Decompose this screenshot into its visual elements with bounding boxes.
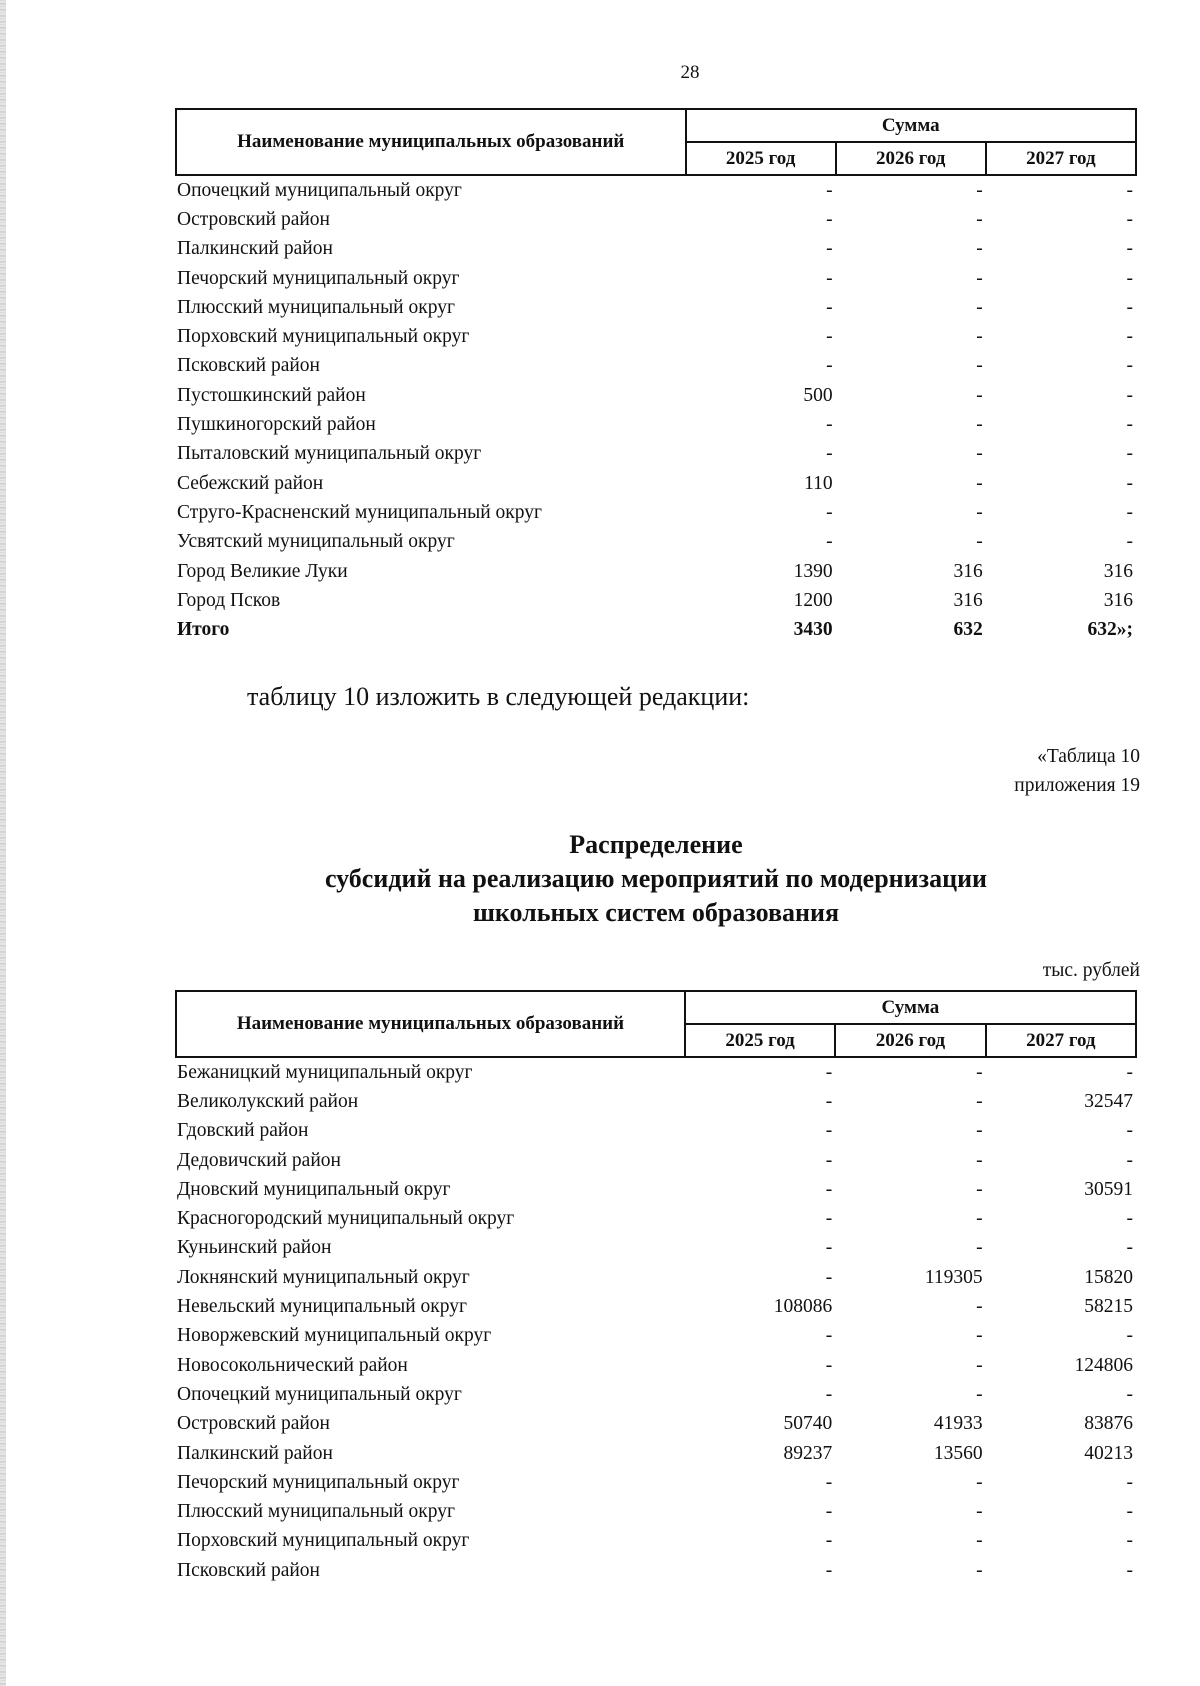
value-2027: 83876 <box>1084 1413 1133 1435</box>
value-2027: - <box>1126 238 1133 260</box>
municipality-name: Псковский район <box>177 355 320 377</box>
value-2027: - <box>1126 384 1133 406</box>
table-row <box>176 1175 1136 1204</box>
value-2026: - <box>976 1296 983 1318</box>
municipality-name: Печорский муниципальный округ <box>177 1471 460 1493</box>
value-2027: - <box>1126 296 1133 318</box>
value-2026: 316 <box>953 589 983 611</box>
value-2026: - <box>976 1149 983 1171</box>
municipality-name: Бежаницкий муниципальный округ <box>177 1061 473 1083</box>
table-row <box>176 293 1136 322</box>
table-row <box>176 205 1136 234</box>
value-2025: - <box>826 414 833 436</box>
value-2025: - <box>825 1383 833 1405</box>
value-2027: 124806 <box>1074 1354 1133 1376</box>
table-row <box>176 1146 1136 1175</box>
table-10 <box>175 990 1137 1585</box>
value-2027: - <box>1126 1149 1133 1171</box>
table-row <box>176 1410 1136 1439</box>
municipality-name: Невельский муниципальный округ <box>177 1296 468 1318</box>
table-row <box>176 235 1136 264</box>
column-header-2026: 2026 год <box>836 142 986 175</box>
value-2027: - <box>1126 355 1133 377</box>
value-2026: - <box>976 531 983 553</box>
municipality-name: Дедовичский район <box>177 1149 341 1171</box>
value-2027: - <box>1126 1120 1133 1142</box>
municipality-name: Струго-Красненский муниципальный округ <box>177 501 543 523</box>
value-2027: 316 <box>1103 560 1133 582</box>
value-2027: - <box>1126 179 1133 201</box>
table-row <box>176 1057 1136 1087</box>
municipality-name: Гдовский район <box>177 1120 309 1142</box>
value-2025: 108086 <box>773 1296 833 1318</box>
municipality-name: Дновский муниципальный округ <box>177 1178 451 1200</box>
value-2025: 1200 <box>793 589 833 611</box>
value-2025: - <box>826 443 833 465</box>
table-reference <box>1014 742 1140 800</box>
value-2026: - <box>976 1383 983 1405</box>
total-row <box>176 615 1136 644</box>
value-2026: - <box>976 1354 983 1376</box>
value-2026: 119305 <box>924 1266 983 1288</box>
value-2027: - <box>1126 472 1133 494</box>
value-2026: - <box>976 384 983 406</box>
total-label: Итого <box>177 619 230 641</box>
instruction-text: таблицу 10 изложить в следующей редакции: <box>247 682 750 711</box>
municipality-name: Островский район <box>177 1413 330 1435</box>
municipality-name: Порховский муниципальный округ <box>177 1530 470 1552</box>
value-2026: - <box>976 472 983 494</box>
value-2026: - <box>976 1208 983 1230</box>
value-2027: - <box>1126 443 1133 465</box>
municipality-name: Печорский муниципальный округ <box>177 267 460 289</box>
column-header-name: Наименование муниципальных образований <box>176 109 686 175</box>
value-2027: - <box>1126 1559 1133 1581</box>
value-2027: - <box>1126 1208 1133 1230</box>
value-2027: 15820 <box>1084 1266 1133 1288</box>
table-row <box>176 1527 1136 1556</box>
heading-line2: субсидий на реализацию мероприятий по модернизации <box>324 864 988 893</box>
value-2025: - <box>825 1325 833 1347</box>
units-label: тыс. рублей <box>1042 960 1140 981</box>
table-row <box>176 1351 1136 1380</box>
table-row <box>176 586 1136 615</box>
table-row <box>176 498 1136 527</box>
value-2026: - <box>976 1325 983 1347</box>
table-row <box>176 175 1136 205</box>
value-2027: - <box>1126 531 1133 553</box>
municipality-name: Плюсский муниципальный округ <box>177 1501 455 1523</box>
table-row <box>176 352 1136 381</box>
value-2026: - <box>976 267 983 289</box>
value-2027: - <box>1126 1501 1133 1523</box>
value-2026: 13560 <box>933 1442 983 1464</box>
municipality-name: Локнянский муниципальный округ <box>177 1266 470 1288</box>
total-2027: 632»; <box>1087 619 1133 641</box>
municipality-name: Город Псков <box>177 589 281 611</box>
table-row <box>176 1556 1136 1585</box>
value-2027: 58215 <box>1084 1296 1133 1318</box>
value-2027: 32547 <box>1084 1090 1133 1112</box>
municipality-name: Опочецкий муниципальный округ <box>177 179 462 201</box>
value-2026: - <box>976 1120 983 1142</box>
value-2026: - <box>976 1090 983 1112</box>
value-2025: - <box>826 208 833 230</box>
table-reference-line2: приложения 19 <box>1014 775 1140 796</box>
value-2026: - <box>976 355 983 377</box>
value-2026: - <box>976 208 983 230</box>
value-2025: - <box>825 1559 833 1581</box>
value-2027: - <box>1126 1325 1133 1347</box>
column-header-2025: 2025 год <box>685 1024 835 1057</box>
value-2027: 316 <box>1103 589 1133 611</box>
value-2025: - <box>825 1149 833 1171</box>
value-2025: 500 <box>803 384 833 406</box>
value-2026: 316 <box>953 560 983 582</box>
municipality-name: Палкинский район <box>177 1442 333 1464</box>
table-row <box>176 1468 1136 1497</box>
heading-line1: Распределение <box>569 830 743 859</box>
municipality-name: Великолукский район <box>177 1090 359 1112</box>
municipality-name: Город Великие Луки <box>177 560 348 582</box>
scan-edge <box>0 0 6 1686</box>
value-2025: - <box>825 1208 833 1230</box>
value-2025: - <box>826 179 833 201</box>
value-2027: - <box>1126 1471 1133 1493</box>
value-2025: - <box>825 1471 833 1493</box>
value-2025: - <box>826 238 833 260</box>
municipality-name: Островский район <box>177 208 330 230</box>
value-2026: - <box>976 443 983 465</box>
table-row <box>176 1263 1136 1292</box>
municipality-name: Плюсский муниципальный округ <box>177 296 455 318</box>
value-2025: - <box>826 501 833 523</box>
previous-table-body <box>176 175 1136 645</box>
municipality-name: Куньинский район <box>177 1237 332 1259</box>
value-2027: 40213 <box>1084 1442 1133 1464</box>
municipality-name: Красногородский муниципальный округ <box>177 1208 515 1230</box>
value-2025: - <box>826 296 833 318</box>
value-2027: 30591 <box>1084 1178 1133 1200</box>
municipality-name: Пыталовский муниципальный округ <box>177 443 482 465</box>
value-2026: - <box>976 1237 983 1259</box>
value-2027: - <box>1126 208 1133 230</box>
column-header-2026: 2026 год <box>835 1024 985 1057</box>
value-2025: - <box>826 326 833 348</box>
value-2025: 50740 <box>783 1413 833 1435</box>
value-2025: 1390 <box>793 560 833 582</box>
total-2025: 3430 <box>793 619 833 641</box>
table-row <box>176 1292 1136 1321</box>
table-row <box>176 440 1136 469</box>
value-2026: - <box>976 1530 983 1552</box>
value-2026: - <box>976 1471 983 1493</box>
value-2025: 110 <box>804 472 833 494</box>
municipality-name: Себежский район <box>177 472 324 494</box>
value-2026: - <box>976 296 983 318</box>
total-2026: 632 <box>953 619 983 641</box>
value-2026: - <box>976 326 983 348</box>
heading-line3: школьных систем образования <box>472 898 840 927</box>
value-2026: - <box>976 1501 983 1523</box>
value-2026: - <box>976 179 983 201</box>
value-2026: - <box>976 1178 983 1200</box>
municipality-name: Опочецкий муниципальный округ <box>177 1383 462 1405</box>
municipality-name: Палкинский район <box>177 238 333 260</box>
table-row <box>176 322 1136 351</box>
value-2026: - <box>976 238 983 260</box>
value-2025: - <box>826 267 833 289</box>
column-header-2025: 2025 год <box>686 142 836 175</box>
table-row <box>176 1439 1136 1468</box>
value-2026: - <box>976 1061 983 1083</box>
municipality-name: Пустошкинский район <box>177 384 366 406</box>
column-header-2027: 2027 год <box>986 1024 1136 1057</box>
previous-table <box>175 108 1137 645</box>
value-2026: - <box>976 414 983 436</box>
municipality-name: Порховский муниципальный округ <box>177 326 470 348</box>
value-2027: - <box>1126 1237 1133 1259</box>
value-2026: - <box>976 501 983 523</box>
value-2027: - <box>1126 267 1133 289</box>
column-header-name: Наименование муниципальных образований <box>176 991 685 1057</box>
value-2025: - <box>825 1354 833 1376</box>
table-row <box>176 1234 1136 1263</box>
value-2025: - <box>825 1266 833 1288</box>
value-2025: - <box>826 531 833 553</box>
table-row <box>176 410 1136 439</box>
table-reference-line1: «Таблица 10 <box>1037 746 1140 767</box>
table-row <box>176 1204 1136 1233</box>
value-2027: - <box>1126 1383 1133 1405</box>
table-row <box>176 1322 1136 1351</box>
value-2025: - <box>825 1530 833 1552</box>
municipality-name: Усвятский муниципальный округ <box>177 531 455 553</box>
table-row <box>176 1087 1136 1116</box>
table-row <box>176 1380 1136 1409</box>
municipality-name: Псковский район <box>177 1559 320 1581</box>
table-row <box>176 528 1136 557</box>
column-header-sum: Сумма <box>685 991 1136 1024</box>
municipality-name: Новосокольнический район <box>177 1354 408 1376</box>
value-2026: 41933 <box>933 1413 983 1435</box>
table-row <box>176 557 1136 586</box>
value-2025: - <box>825 1090 833 1112</box>
municipality-name: Пушкиногорский район <box>177 414 376 436</box>
value-2025: - <box>826 355 833 377</box>
table-row <box>176 264 1136 293</box>
municipality-name: Новоржевский муниципальный округ <box>177 1325 492 1347</box>
value-2025: - <box>825 1178 833 1200</box>
value-2025: - <box>825 1061 833 1083</box>
table-row <box>176 1497 1136 1526</box>
column-header-2027: 2027 год <box>986 142 1136 175</box>
table-heading <box>175 828 1137 930</box>
value-2027: - <box>1126 414 1133 436</box>
table-row <box>176 381 1136 410</box>
value-2025: 89237 <box>783 1442 833 1464</box>
value-2025: - <box>825 1237 833 1259</box>
table-row <box>176 469 1136 498</box>
table-10-body <box>176 1057 1136 1585</box>
value-2026: - <box>976 1559 983 1581</box>
table-row <box>176 1117 1136 1146</box>
value-2025: - <box>825 1501 833 1523</box>
page-number: 28 <box>680 62 700 83</box>
value-2027: - <box>1126 1061 1133 1083</box>
value-2027: - <box>1126 1530 1133 1552</box>
column-header-sum: Сумма <box>686 109 1136 142</box>
value-2025: - <box>825 1120 833 1142</box>
value-2027: - <box>1126 326 1133 348</box>
value-2027: - <box>1126 501 1133 523</box>
